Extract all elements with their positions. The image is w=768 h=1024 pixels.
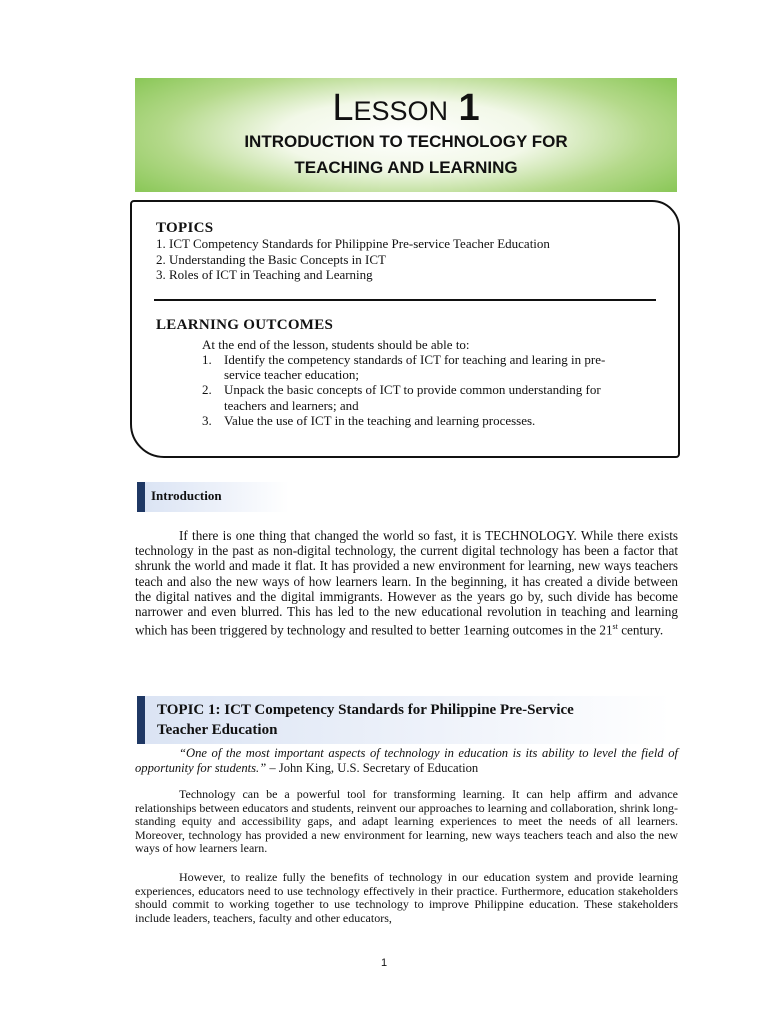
- topic1-header: [137, 696, 671, 744]
- topic-item: 3. Roles of ICT in Teaching and Learning: [156, 267, 373, 282]
- introduction-text-end: century.: [617, 622, 664, 638]
- lesson-subtitle-line2: TEACHING AND LEARNING: [294, 158, 518, 177]
- quote-author: – John King, U.S. Secretary of Education: [266, 761, 479, 775]
- introduction-header: [137, 482, 289, 512]
- introduction-label: Introduction: [151, 488, 222, 503]
- divider: [154, 299, 656, 301]
- outcome-number: 2.: [202, 382, 212, 398]
- topic1-paragraph-2: [135, 871, 678, 925]
- outcomes-intro: At the end of the lesson, students should be able to:: [202, 337, 470, 352]
- topic1-text-1: Technology can be a powerful tool for transforming learning. It can help affirm and advance relationships between educators and students, reinvent our approaches to learning and collaboration, shrink long-standing equity and accessibility gaps, and adapt learning experiences to meet the needs of all learners. Moreover, technology has provided a new environment for learning, new ways teachers teach and also the new ways of how learners learn.: [135, 787, 678, 856]
- topic1-title-line2: Teacher Education: [157, 722, 278, 738]
- topic1-paragraph-1: [135, 788, 678, 856]
- topics-heading: TOPICS: [156, 220, 214, 236]
- outcome-item: [202, 413, 642, 428]
- lesson-subtitle-line1: INTRODUCTION TO TECHNOLOGY FOR: [244, 132, 568, 151]
- outcome-text: Value the use of ICT in the teaching and learning processes.: [224, 412, 536, 428]
- outcome-number: 3.: [202, 412, 212, 428]
- page-number: 1: [380, 957, 388, 969]
- lesson-banner: [135, 78, 677, 192]
- lesson-title: [135, 88, 677, 128]
- introduction-paragraph: [135, 528, 678, 638]
- ordinal-suffix: st: [612, 622, 618, 632]
- outcome-text: Identify the competency standards of ICT for teaching and learing in pre-service teacher education;: [224, 352, 606, 383]
- topic1-title-line1: TOPIC 1: ICT Competency Standards for Philippine Pre-Service: [157, 702, 574, 718]
- topic-item: 1. ICT Competency Standards for Philippine Pre-service Teacher Education: [156, 236, 550, 251]
- outcome-item: [202, 382, 642, 412]
- lesson-word: Lesson: [332, 87, 448, 129]
- outcome-text: Unpack the basic concepts of ICT to provide common understanding for teachers and learners; and: [224, 382, 601, 413]
- lesson-number: 1: [458, 87, 480, 129]
- outcome-item: [202, 352, 642, 382]
- outcome-number: 1.: [202, 352, 212, 367]
- topics-list: [156, 236, 550, 283]
- introduction-text: If there is one thing that changed the world so fast, it is TECHNOLOGY. While there exists technology in the past as non-digital technology, the current digital technology has been a factor that shrunk the world and made it flat. It has provided a new environment for learning, new ways teachers teach and also the new ways of how learners learn. In the beginning, it has created a divide between the digital natives and the digital immigrants. However as the years go by, such divide has become narrower and even blurred. This has led to the new educational revolution in teaching and learning which has been triggered by technology and resulted to better 1earning outcomes in the 21: [135, 528, 678, 638]
- outcomes-heading: LEARNING OUTCOMES: [156, 317, 334, 333]
- quote-text: “One of the most important aspects of technology in education is its ability to level the field of opportunity for students.”: [135, 746, 678, 775]
- topics-outcomes-box: [130, 200, 680, 458]
- topic1-text-2: However, to realize fully the benefits of technology in our education system and provide learning experiences, educators need to use technology effectively in their practice. Furthermore, education stakeholders should commit to working together to use technology to improve Philippine education. These stakeholders include leaders, teachers, faculty and other educators,: [135, 870, 678, 925]
- quote-paragraph: [135, 746, 678, 776]
- topic-item: 2. Understanding the Basic Concepts in ICT: [156, 251, 386, 267]
- outcomes-list: [202, 352, 642, 428]
